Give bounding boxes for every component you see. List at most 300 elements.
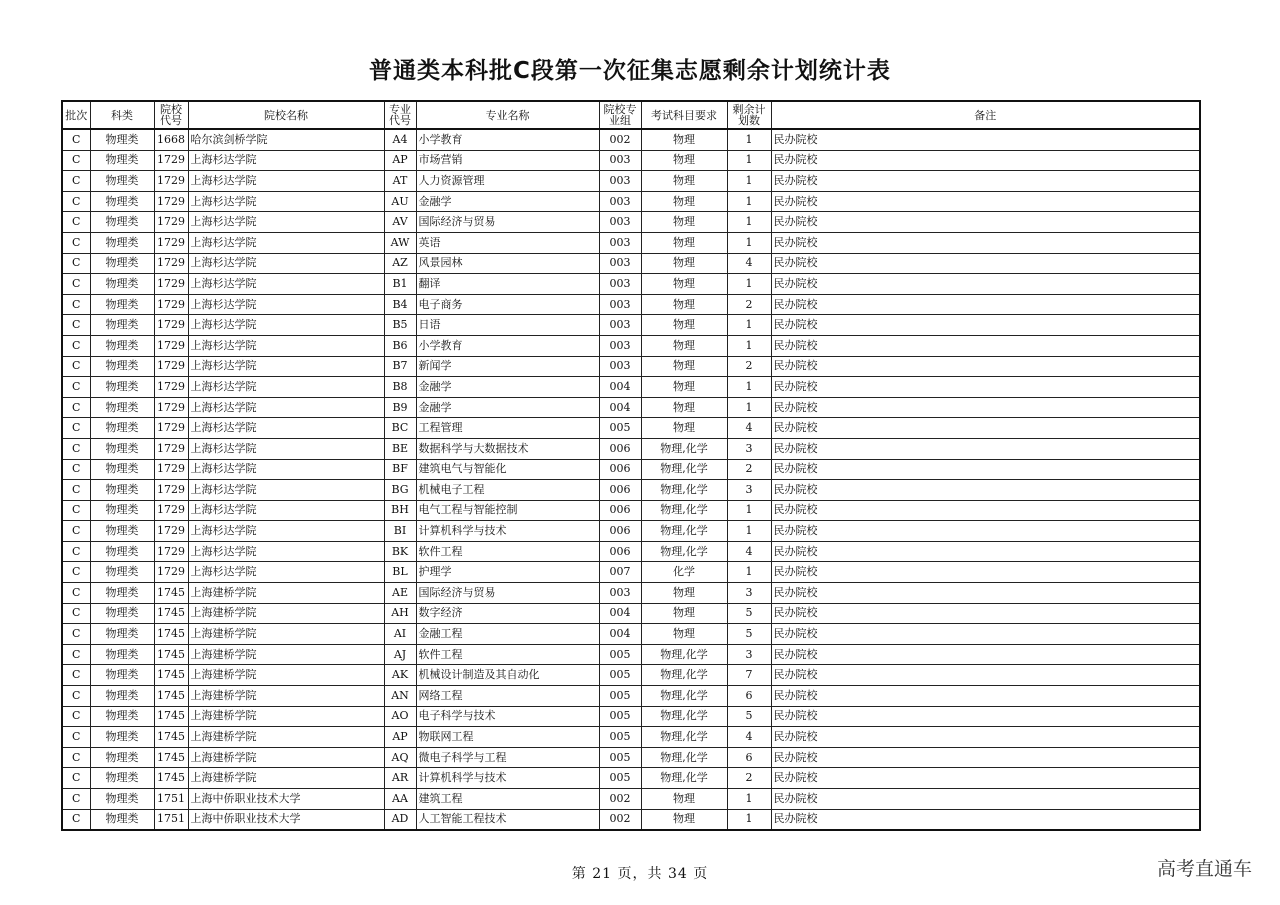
cell-subject-requirement: 物理,化学	[641, 500, 727, 521]
cell-major-code: B7	[384, 356, 416, 377]
cell-major-code: AJ	[384, 644, 416, 665]
cell-remaining-plan: 5	[727, 624, 771, 645]
cell-batch: C	[62, 459, 90, 480]
cell-major-group: 002	[599, 809, 641, 830]
cell-subject-requirement: 物理	[641, 191, 727, 212]
cell-major-group: 004	[599, 624, 641, 645]
cell-school-name: 上海建桥学院	[188, 644, 384, 665]
cell-school-name: 上海杉达学院	[188, 335, 384, 356]
cell-batch: C	[62, 541, 90, 562]
cell-remaining-plan: 6	[727, 747, 771, 768]
cell-major-group: 006	[599, 521, 641, 542]
header-major-group: 院校专业组	[599, 101, 641, 129]
cell-school-name: 上海杉达学院	[188, 377, 384, 398]
table-row	[62, 418, 1200, 439]
cell-major-group: 005	[599, 706, 641, 727]
cell-subject-requirement: 物理,化学	[641, 686, 727, 707]
cell-category: 物理类	[90, 789, 154, 810]
cell-major-code: A4	[384, 129, 416, 150]
cell-school-code: 1729	[154, 212, 188, 233]
cell-major-code: AD	[384, 809, 416, 830]
cell-remarks: 民办院校	[771, 686, 1200, 707]
cell-batch: C	[62, 438, 90, 459]
cell-subject-requirement: 物理	[641, 809, 727, 830]
cell-remaining-plan: 1	[727, 150, 771, 171]
cell-remarks: 民办院校	[771, 541, 1200, 562]
cell-school-code: 1729	[154, 541, 188, 562]
cell-major-name: 电子商务	[416, 294, 599, 315]
cell-remaining-plan: 1	[727, 335, 771, 356]
header-school-name: 院校名称	[188, 101, 384, 129]
cell-school-code: 1745	[154, 583, 188, 604]
cell-major-name: 小学教育	[416, 335, 599, 356]
cell-school-code: 1729	[154, 232, 188, 253]
cell-major-group: 002	[599, 129, 641, 150]
table-row	[62, 459, 1200, 480]
cell-major-group: 006	[599, 480, 641, 501]
cell-category: 物理类	[90, 603, 154, 624]
cell-subject-requirement: 物理	[641, 232, 727, 253]
header-major-name: 专业名称	[416, 101, 599, 129]
cell-category: 物理类	[90, 274, 154, 295]
cell-category: 物理类	[90, 232, 154, 253]
cell-batch: C	[62, 500, 90, 521]
table-row	[62, 665, 1200, 686]
cell-subject-requirement: 物理	[641, 624, 727, 645]
cell-subject-requirement: 物理	[641, 150, 727, 171]
cell-school-code: 1729	[154, 191, 188, 212]
table-row	[62, 274, 1200, 295]
cell-remaining-plan: 1	[727, 377, 771, 398]
cell-school-code: 1729	[154, 150, 188, 171]
cell-subject-requirement: 物理	[641, 356, 727, 377]
header-school-code: 院校代号	[154, 101, 188, 129]
cell-subject-requirement: 物理	[641, 377, 727, 398]
cell-batch: C	[62, 686, 90, 707]
cell-remaining-plan: 1	[727, 274, 771, 295]
cell-school-name: 上海建桥学院	[188, 583, 384, 604]
cell-school-name: 上海杉达学院	[188, 171, 384, 192]
cell-remarks: 民办院校	[771, 418, 1200, 439]
table-row	[62, 521, 1200, 542]
table-row	[62, 747, 1200, 768]
cell-school-code: 1745	[154, 644, 188, 665]
cell-major-group: 005	[599, 686, 641, 707]
cell-batch: C	[62, 521, 90, 542]
cell-school-name: 上海杉达学院	[188, 541, 384, 562]
cell-major-code: AZ	[384, 253, 416, 274]
cell-school-name: 上海杉达学院	[188, 315, 384, 336]
cell-batch: C	[62, 335, 90, 356]
cell-category: 物理类	[90, 459, 154, 480]
cell-remarks: 民办院校	[771, 459, 1200, 480]
cell-subject-requirement: 物理	[641, 212, 727, 233]
cell-school-code: 1729	[154, 356, 188, 377]
table-row	[62, 624, 1200, 645]
cell-major-code: BK	[384, 541, 416, 562]
cell-category: 物理类	[90, 541, 154, 562]
cell-major-code: AE	[384, 583, 416, 604]
cell-major-name: 风景园林	[416, 253, 599, 274]
table-row	[62, 686, 1200, 707]
cell-school-name: 上海建桥学院	[188, 603, 384, 624]
cell-major-code: BF	[384, 459, 416, 480]
cell-school-name: 上海杉达学院	[188, 212, 384, 233]
cell-category: 物理类	[90, 665, 154, 686]
cell-category: 物理类	[90, 438, 154, 459]
table-row	[62, 500, 1200, 521]
cell-category: 物理类	[90, 356, 154, 377]
cell-major-group: 005	[599, 665, 641, 686]
cell-remarks: 民办院校	[771, 232, 1200, 253]
cell-major-name: 电气工程与智能控制	[416, 500, 599, 521]
cell-major-name: 翻译	[416, 274, 599, 295]
cell-school-name: 上海杉达学院	[188, 274, 384, 295]
cell-category: 物理类	[90, 521, 154, 542]
cell-remarks: 民办院校	[771, 377, 1200, 398]
cell-remarks: 民办院校	[771, 562, 1200, 583]
cell-school-code: 1729	[154, 500, 188, 521]
cell-batch: C	[62, 727, 90, 748]
cell-major-code: AK	[384, 665, 416, 686]
cell-major-name: 建筑工程	[416, 789, 599, 810]
cell-remaining-plan: 5	[727, 603, 771, 624]
cell-remarks: 民办院校	[771, 500, 1200, 521]
cell-subject-requirement: 物理	[641, 294, 727, 315]
cell-major-name: 网络工程	[416, 686, 599, 707]
cell-school-name: 上海杉达学院	[188, 150, 384, 171]
table-row	[62, 171, 1200, 192]
cell-subject-requirement: 物理,化学	[641, 768, 727, 789]
cell-major-group: 003	[599, 171, 641, 192]
cell-remaining-plan: 7	[727, 665, 771, 686]
cell-subject-requirement: 物理,化学	[641, 665, 727, 686]
cell-remarks: 民办院校	[771, 274, 1200, 295]
cell-school-code: 1729	[154, 418, 188, 439]
cell-major-group: 006	[599, 459, 641, 480]
cell-school-name: 上海杉达学院	[188, 500, 384, 521]
cell-remaining-plan: 1	[727, 232, 771, 253]
cell-subject-requirement: 物理,化学	[641, 727, 727, 748]
cell-remaining-plan: 3	[727, 644, 771, 665]
cell-remarks: 民办院校	[771, 191, 1200, 212]
cell-category: 物理类	[90, 171, 154, 192]
cell-major-group: 005	[599, 747, 641, 768]
cell-school-code: 1729	[154, 294, 188, 315]
cell-major-name: 电子科学与技术	[416, 706, 599, 727]
cell-school-name: 上海建桥学院	[188, 665, 384, 686]
cell-subject-requirement: 物理,化学	[641, 480, 727, 501]
cell-category: 物理类	[90, 768, 154, 789]
cell-batch: C	[62, 768, 90, 789]
cell-remaining-plan: 1	[727, 500, 771, 521]
cell-remarks: 民办院校	[771, 706, 1200, 727]
cell-major-group: 003	[599, 335, 641, 356]
cell-category: 物理类	[90, 644, 154, 665]
cell-major-group: 003	[599, 150, 641, 171]
cell-major-group: 005	[599, 768, 641, 789]
cell-school-name: 上海杉达学院	[188, 418, 384, 439]
table-row	[62, 294, 1200, 315]
cell-major-group: 004	[599, 603, 641, 624]
cell-subject-requirement: 物理	[641, 789, 727, 810]
table-row	[62, 377, 1200, 398]
page-title: 普通类本科批C段第一次征集志愿剩余计划统计表	[369, 58, 891, 84]
cell-remarks: 民办院校	[771, 583, 1200, 604]
cell-major-group: 005	[599, 644, 641, 665]
cell-category: 物理类	[90, 562, 154, 583]
cell-remaining-plan: 3	[727, 480, 771, 501]
cell-remaining-plan: 1	[727, 562, 771, 583]
cell-remarks: 民办院校	[771, 315, 1200, 336]
cell-major-code: AV	[384, 212, 416, 233]
cell-remaining-plan: 6	[727, 686, 771, 707]
cell-school-code: 1745	[154, 768, 188, 789]
cell-category: 物理类	[90, 253, 154, 274]
cell-batch: C	[62, 809, 90, 830]
table-row	[62, 644, 1200, 665]
cell-remaining-plan: 1	[727, 397, 771, 418]
cell-major-group: 003	[599, 583, 641, 604]
cell-school-code: 1745	[154, 624, 188, 645]
cell-batch: C	[62, 294, 90, 315]
cell-major-code: AT	[384, 171, 416, 192]
cell-category: 物理类	[90, 809, 154, 830]
table-row	[62, 232, 1200, 253]
cell-major-group: 003	[599, 315, 641, 336]
cell-school-name: 上海建桥学院	[188, 686, 384, 707]
cell-major-group: 004	[599, 377, 641, 398]
cell-major-code: BE	[384, 438, 416, 459]
cell-batch: C	[62, 315, 90, 336]
cell-school-code: 1729	[154, 315, 188, 336]
cell-batch: C	[62, 171, 90, 192]
cell-subject-requirement: 物理	[641, 603, 727, 624]
cell-batch: C	[62, 356, 90, 377]
cell-subject-requirement: 物理	[641, 274, 727, 295]
cell-major-name: 护理学	[416, 562, 599, 583]
cell-remaining-plan: 1	[727, 789, 771, 810]
cell-major-name: 国际经济与贸易	[416, 583, 599, 604]
cell-batch: C	[62, 603, 90, 624]
cell-major-name: 新闻学	[416, 356, 599, 377]
cell-school-name: 上海建桥学院	[188, 706, 384, 727]
cell-subject-requirement: 物理	[641, 171, 727, 192]
cell-major-name: 日语	[416, 315, 599, 336]
cell-subject-requirement: 物理,化学	[641, 747, 727, 768]
cell-remaining-plan: 3	[727, 583, 771, 604]
cell-batch: C	[62, 706, 90, 727]
cell-subject-requirement: 物理,化学	[641, 706, 727, 727]
table-body	[62, 129, 1200, 830]
cell-category: 物理类	[90, 191, 154, 212]
cell-subject-requirement: 化学	[641, 562, 727, 583]
cell-major-name: 金融学	[416, 191, 599, 212]
cell-major-code: AW	[384, 232, 416, 253]
cell-school-code: 1729	[154, 253, 188, 274]
cell-major-name: 数字经济	[416, 603, 599, 624]
cell-major-code: B8	[384, 377, 416, 398]
cell-remaining-plan: 1	[727, 171, 771, 192]
cell-category: 物理类	[90, 500, 154, 521]
cell-batch: C	[62, 480, 90, 501]
cell-remarks: 民办院校	[771, 644, 1200, 665]
cell-major-code: B5	[384, 315, 416, 336]
table-row	[62, 541, 1200, 562]
cell-major-group: 006	[599, 438, 641, 459]
cell-subject-requirement: 物理	[641, 335, 727, 356]
cell-remaining-plan: 4	[727, 253, 771, 274]
cell-major-group: 006	[599, 541, 641, 562]
cell-category: 物理类	[90, 747, 154, 768]
cell-major-code: AA	[384, 789, 416, 810]
cell-major-name: 小学教育	[416, 129, 599, 150]
cell-school-code: 1745	[154, 727, 188, 748]
cell-category: 物理类	[90, 294, 154, 315]
cell-subject-requirement: 物理	[641, 418, 727, 439]
cell-batch: C	[62, 253, 90, 274]
cell-school-code: 1729	[154, 480, 188, 501]
cell-major-group: 007	[599, 562, 641, 583]
cell-major-name: 数据科学与大数据技术	[416, 438, 599, 459]
cell-major-code: AP	[384, 150, 416, 171]
cell-school-code: 1729	[154, 274, 188, 295]
header-major-code: 专业代号	[384, 101, 416, 129]
cell-remarks: 民办院校	[771, 603, 1200, 624]
cell-remaining-plan: 1	[727, 809, 771, 830]
cell-batch: C	[62, 129, 90, 150]
cell-subject-requirement: 物理,化学	[641, 521, 727, 542]
cell-batch: C	[62, 397, 90, 418]
cell-school-code: 1729	[154, 459, 188, 480]
table-row	[62, 789, 1200, 810]
cell-batch: C	[62, 583, 90, 604]
table-row	[62, 191, 1200, 212]
table-row	[62, 397, 1200, 418]
cell-major-code: BL	[384, 562, 416, 583]
cell-school-name: 上海中侨职业技术大学	[188, 809, 384, 830]
cell-school-name: 上海建桥学院	[188, 768, 384, 789]
plan-table	[61, 100, 1201, 831]
cell-major-name: 市场营销	[416, 150, 599, 171]
cell-remarks: 民办院校	[771, 356, 1200, 377]
cell-remaining-plan: 4	[727, 541, 771, 562]
cell-remaining-plan: 2	[727, 294, 771, 315]
cell-major-group: 003	[599, 356, 641, 377]
cell-category: 物理类	[90, 624, 154, 645]
cell-major-group: 004	[599, 397, 641, 418]
table-row	[62, 562, 1200, 583]
cell-remaining-plan: 1	[727, 521, 771, 542]
cell-remarks: 民办院校	[771, 665, 1200, 686]
cell-subject-requirement: 物理	[641, 315, 727, 336]
cell-school-name: 上海建桥学院	[188, 624, 384, 645]
cell-remarks: 民办院校	[771, 727, 1200, 748]
watermark: 高考直通车	[1156, 858, 1252, 880]
cell-remarks: 民办院校	[771, 397, 1200, 418]
cell-remarks: 民办院校	[771, 212, 1200, 233]
table-row	[62, 335, 1200, 356]
table-header-row	[62, 101, 1200, 129]
cell-subject-requirement: 物理	[641, 397, 727, 418]
table-row	[62, 253, 1200, 274]
cell-remarks: 民办院校	[771, 809, 1200, 830]
cell-school-code: 1729	[154, 562, 188, 583]
cell-remarks: 民办院校	[771, 438, 1200, 459]
cell-batch: C	[62, 747, 90, 768]
table-row	[62, 212, 1200, 233]
cell-remaining-plan: 3	[727, 438, 771, 459]
cell-major-code: BC	[384, 418, 416, 439]
cell-remaining-plan: 1	[727, 191, 771, 212]
cell-remarks: 民办院校	[771, 521, 1200, 542]
cell-major-name: 人力资源管理	[416, 171, 599, 192]
cell-remarks: 民办院校	[771, 150, 1200, 171]
cell-remaining-plan: 2	[727, 356, 771, 377]
header-subject-requirement: 考试科目要求	[641, 101, 727, 129]
cell-school-name: 上海中侨职业技术大学	[188, 789, 384, 810]
cell-major-code: B6	[384, 335, 416, 356]
cell-subject-requirement: 物理,化学	[641, 644, 727, 665]
cell-school-name: 上海杉达学院	[188, 480, 384, 501]
cell-major-name: 物联网工程	[416, 727, 599, 748]
table-row	[62, 583, 1200, 604]
header-batch: 批次	[62, 101, 90, 129]
cell-major-group: 005	[599, 727, 641, 748]
cell-batch: C	[62, 232, 90, 253]
table-row	[62, 150, 1200, 171]
header-category: 科类	[90, 101, 154, 129]
cell-remarks: 民办院校	[771, 624, 1200, 645]
cell-major-code: BI	[384, 521, 416, 542]
cell-school-name: 上海杉达学院	[188, 191, 384, 212]
cell-remaining-plan: 2	[727, 768, 771, 789]
cell-major-group: 002	[599, 789, 641, 810]
cell-school-code: 1729	[154, 397, 188, 418]
cell-major-group: 003	[599, 212, 641, 233]
cell-batch: C	[62, 418, 90, 439]
cell-batch: C	[62, 665, 90, 686]
cell-batch: C	[62, 789, 90, 810]
cell-batch: C	[62, 274, 90, 295]
cell-major-name: 软件工程	[416, 644, 599, 665]
cell-school-name: 上海建桥学院	[188, 727, 384, 748]
table-row	[62, 438, 1200, 459]
cell-major-name: 建筑电气与智能化	[416, 459, 599, 480]
cell-major-code: AU	[384, 191, 416, 212]
cell-school-name: 上海杉达学院	[188, 294, 384, 315]
cell-category: 物理类	[90, 418, 154, 439]
cell-category: 物理类	[90, 480, 154, 501]
cell-major-name: 机械电子工程	[416, 480, 599, 501]
cell-major-code: B9	[384, 397, 416, 418]
cell-school-name: 上海杉达学院	[188, 232, 384, 253]
cell-major-name: 金融学	[416, 397, 599, 418]
cell-batch: C	[62, 562, 90, 583]
cell-major-name: 计算机科学与技术	[416, 521, 599, 542]
cell-major-code: AP	[384, 727, 416, 748]
cell-major-group: 003	[599, 253, 641, 274]
cell-school-name: 上海杉达学院	[188, 562, 384, 583]
cell-category: 物理类	[90, 727, 154, 748]
table-row	[62, 768, 1200, 789]
cell-remaining-plan: 1	[727, 129, 771, 150]
cell-remarks: 民办院校	[771, 294, 1200, 315]
cell-category: 物理类	[90, 583, 154, 604]
cell-category: 物理类	[90, 315, 154, 336]
cell-major-code: BG	[384, 480, 416, 501]
cell-category: 物理类	[90, 129, 154, 150]
